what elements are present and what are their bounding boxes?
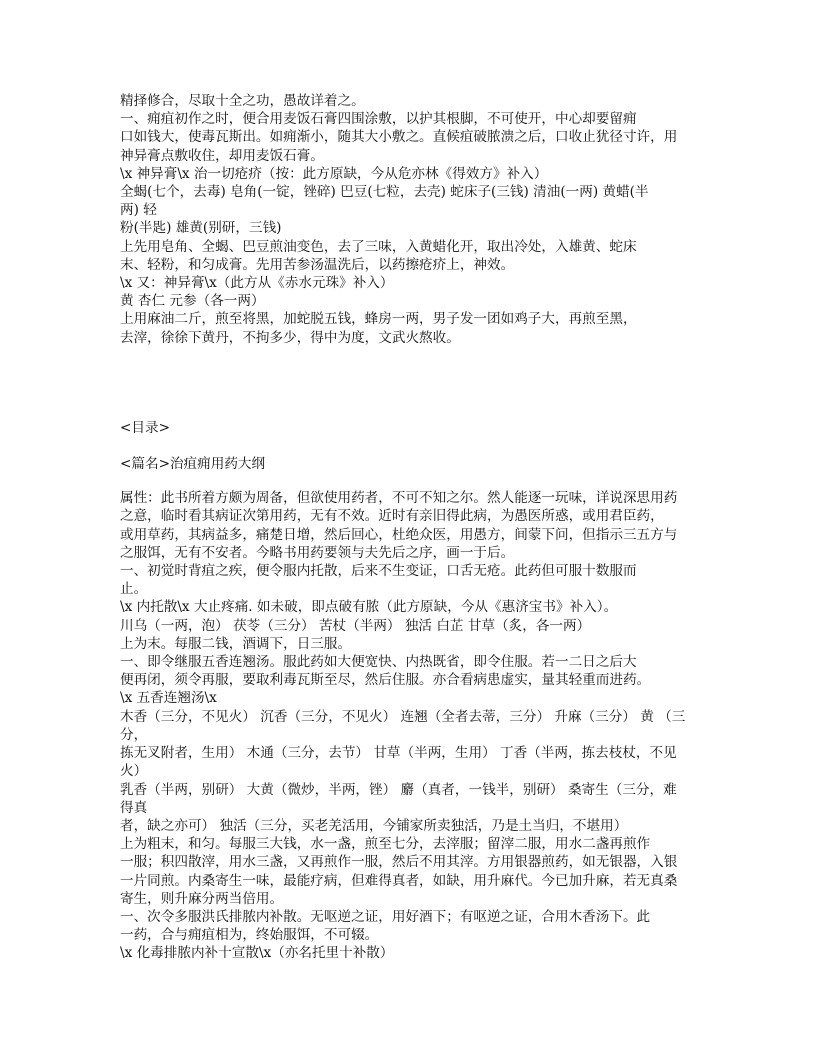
spacer — [120, 473, 700, 489]
text-line: 上为末。每服二钱，酒调下，日三服。 — [120, 635, 352, 652]
text-line: 得真 — [120, 799, 148, 816]
text-line: 属性：此书所着方颇为周备，但欲使用药者，不可不知之尔。然人能逐一玩味，详说深思用药 — [120, 490, 678, 507]
text-line: \x 内托散\x 大止疼痛. 如未破，即点破有脓（此方原缺，今从《惠济宝书》补入）。 — [120, 599, 618, 616]
text-line: 之意，临时看其病证次第用药，无有不效。近时有亲旧得此病，为愚医所惑，或用君臣药， — [120, 508, 664, 525]
text-line: 黄 杏仁 元参（各一两） — [120, 293, 265, 310]
text-line: 全蝎(七个，去毒) 皂角(一锭，锉碎) 巴豆(七粒，去壳) 蛇床子(三钱) 清油(一两) 黄蜡(半 — [120, 184, 649, 201]
text-line: 拣无叉附者，生用） 木通（三分，去节） 甘草（半两，生用） 丁香（半两，拣去枝杖，不见 — [120, 745, 677, 762]
text-line: 上先用皂角、全蝎、巴豆煎油变色，去了三味，入黄蜡化开，取出冷处，入雄黄、蛇床 — [120, 238, 637, 255]
text-line: 一、初觉时背疽之疾，便令服内托散，后来不生变证，口舌无疮。此药但可服十数服而 — [120, 563, 637, 580]
text-line: 两) 轻 — [120, 202, 157, 219]
text-line: 一、即令继服五香连翘汤。服此药如大便宽快、内热既省，即令住服。若一二日之后大 — [120, 654, 637, 671]
text-line: 精择修合，尽取十全之功，愚故详着之。 — [120, 93, 365, 109]
section-treatment-outline — [120, 489, 700, 962]
toc-label: <目录> — [120, 419, 170, 436]
text-line: 乳香（半两，别研） 大黄（微炒，半两，锉） 麝（真者，一钱半，别研） 桑寄生（三分，难 — [120, 781, 677, 798]
text-line: 川乌（一两，泡） 茯苓（三分） 苦杖（半两） 独活 白芷 甘草（炙，各一两） — [120, 617, 591, 634]
text-line: 粉(半匙) 雄黄(别研，三钱) — [120, 220, 282, 237]
text-line: 分， — [120, 726, 148, 743]
text-line: 者，缺之亦可） 独活（三分，买老羌活用，今铺家所卖独活，乃是土当归，不堪用） — [120, 817, 628, 834]
text-line: 去滓，徐徐下黄丹，不拘多少，得中为度，文武火熬收。 — [120, 329, 460, 346]
document-page — [120, 92, 700, 963]
text-line: 上用麻油二斤，煎至将黑，加蛇脱五钱，蜂房一两，男子发一团如鸡子大，再煎至黑， — [120, 311, 637, 328]
text-line: 火） — [120, 763, 148, 780]
text-line: 寄生，则升麻分两当倍用。 — [120, 890, 284, 907]
text-line: 便再闭，须令再服，要取利毒瓦斯至尽，然后住服。亦合看病患虚实，量其轻重而进药。 — [120, 672, 651, 689]
text-line: \x 五香连翘汤\x — [120, 690, 217, 707]
text-line: 一药，合与痈疽相为，终始服饵，不可辍。 — [120, 927, 379, 944]
text-line: 一、痈疽初作之时，便合用麦饭石膏四围涂敷，以护其根脚，不可使开，中心却要留痈 — [120, 111, 637, 128]
text-line: 口如钱大，使毒瓦斯出。如痈渐小，随其大小敷之。直候疽破脓溃之后，口收止犹径寸许，用 — [120, 129, 678, 146]
text-line: 一、次令多服洪氏排脓内补散。无呕逆之证，用好酒下；有呕逆之证，合用木香汤下。此 — [120, 908, 651, 925]
text-line: 或用草药，其病益多，痛楚日增，然后回心，杜绝众医，用愚方，间蒙下问，但指示三五方与 — [120, 526, 678, 543]
text-line: \x 又：神异膏\x（此方从《赤水元珠》补入） — [120, 275, 394, 292]
text-line: 木香（三分，不见火） 沉香（三分，不见火） 连翘（全者去蒂，三分） 升麻（三分） 黄 （三 — [120, 708, 686, 725]
chapter-title: <篇名>治疽痈用药大纲 — [120, 456, 266, 473]
text-line: 末、轻粉，和匀成膏。先用苦参汤温洗后，以药擦疮疥上，神效。 — [120, 256, 515, 273]
section-formulas-shenyi — [120, 92, 700, 347]
text-line: 止。 — [120, 581, 148, 598]
text-line: 一片同煎。内桑寄生一味，最能疗病，但难得真者，如缺，用升麻代。今已加升麻，若无真桑 — [120, 872, 678, 889]
spacer — [120, 347, 700, 419]
spacer — [120, 437, 700, 455]
text-line: \x 神异膏\x 治一切疮疥（按：此方原缺，今从危亦林《得效方》补入） — [120, 165, 548, 182]
text-line: \x 化毒排脓内补十宣散\x（亦名托里十补散） — [120, 945, 394, 962]
text-line: 一服；积四散滓，用水三盏，又再煎作一服，然后不用其滓。方用银器煎药，如无银器，入银 — [120, 854, 678, 871]
text-line: 神异膏点敷收住，却用麦饭石膏。 — [120, 147, 324, 164]
text-line: 上为粗末，和匀。每服三大钱，水一盏，煎至七分，去滓服；留滓二服，用水二盏再煎作 — [120, 836, 651, 853]
text-line: 之服饵，无有不安者。今略书用药要领与夫先后之序，画一于后。 — [120, 544, 515, 561]
